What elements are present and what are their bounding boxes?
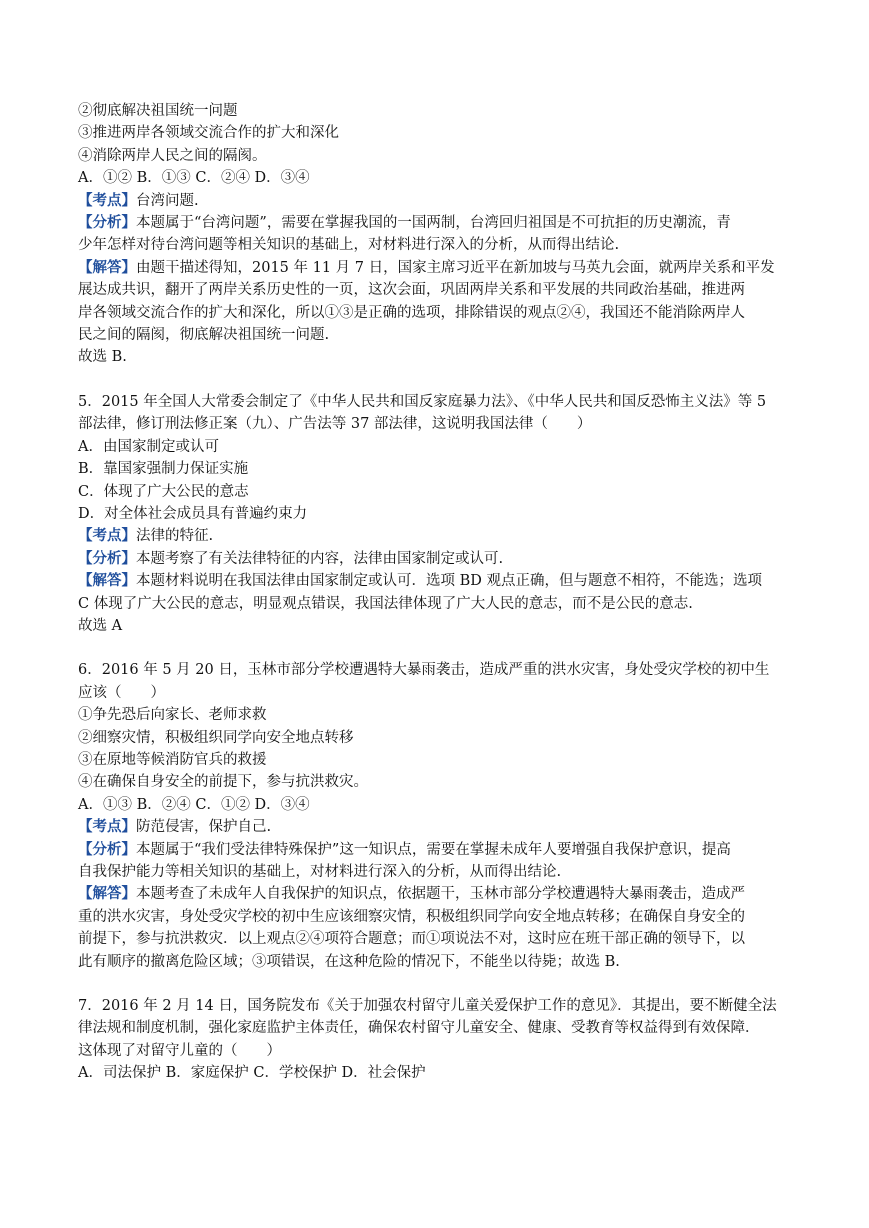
- kaodian-line: [78, 525, 798, 547]
- jieda-line: C 体现了广大公民的意志，明显观点错误，我国法律体现了广大人民的意志，而不是公民的意志.: [78, 595, 693, 612]
- fenxi-text: 本题属于“台湾问题”，需要在掌握我国的一国两制，台湾回归祖国是不可抗拒的历史潮流，青: [136, 215, 731, 232]
- kaodian-tag: 【考点】: [78, 818, 136, 836]
- question-4-tail: [78, 100, 798, 369]
- spacer: [78, 637, 798, 659]
- jieda-line: 展达成共识，翻开了两岸关系历史性的一页，这次会面，巩固两岸关系和平发展的共同政治基础，推进两: [78, 282, 745, 299]
- stem-line: 5．2015 年全国人大常委会制定了《中华人民共和国反家庭暴力法》、《中华人民共和国反恐怖主义法》等 5: [78, 393, 767, 410]
- spacer: [78, 973, 798, 995]
- jieda-tag: 【解答】: [78, 258, 136, 276]
- fenxi-line: [78, 548, 798, 570]
- stem-line: 部法律，修订刑法修正案（九）、广告法等 37 部法律，这说明我国法律（ ）: [78, 416, 592, 433]
- fenxi-tag: 【分析】: [78, 549, 136, 567]
- kaodian-text: 法律的特征.: [136, 528, 214, 545]
- fenxi-line: 自我保护能力等相关知识的基础上，对材料进行深入的分析，从而得出结论.: [78, 864, 562, 880]
- stem-line: 这体现了对留守儿童的（ ）: [78, 1042, 281, 1059]
- kaodian-line: [78, 190, 798, 212]
- jieda-line: 民之间的隔阂，彻底解决祖国统一问题.: [78, 327, 330, 344]
- option-line: ④在确保自身安全的前提下，参与抗洪救灾。: [78, 774, 368, 791]
- option-line: ③在原地等候消防官兵的救援: [78, 751, 267, 768]
- fenxi-line: 少年怎样对待台湾问题等相关知识的基础上，对材料进行深入的分析，从而得出结论.: [78, 237, 620, 254]
- conclusion-line: 故选 B.: [78, 349, 127, 366]
- fenxi-text: 本题属于“我们受法律特殊保护”这一知识点，需要在掌握未成年人要增强自我保护意识，提高: [136, 841, 731, 858]
- jieda-line: 重的洪水灾害，身处受灾学校的初中生应该细察灾情，积极组织同学向安全地点转移；在确保自身安全的: [78, 908, 745, 925]
- choice-line: A．司法保护 B．家庭保护 C．学校保护 D．社会保护: [78, 1065, 426, 1082]
- question-6: [78, 659, 798, 973]
- jieda-line: 岸各领域交流合作的扩大和深化，所以①③是正确的选项，排除错误的观点②④，我国还不能消除两岸人: [78, 304, 745, 321]
- option-line: D．对全体社会成员具有普遍约束力: [78, 505, 308, 522]
- option-line: ②彻底解决祖国统一问题: [78, 103, 238, 119]
- question-5: [78, 391, 798, 637]
- stem-line: 应该（ ）: [78, 684, 165, 701]
- fenxi-tag: 【分析】: [78, 840, 136, 858]
- kaodian-tag: 【考点】: [78, 527, 136, 545]
- kaodian-line: [78, 816, 798, 838]
- fenxi-tag: 【分析】: [78, 214, 136, 232]
- option-line: ④消除两岸人民之间的隔阂。: [78, 147, 267, 164]
- jieda-line: 此有顺序的撤离危险区域；③项错误，在这种危险的情况下，不能坐以待毙；故选 B.: [78, 953, 620, 970]
- kaodian-text: 防范侵害，保护自己.: [136, 819, 272, 836]
- spacer: [78, 369, 798, 391]
- jieda-line: [78, 257, 798, 279]
- option-line: C．体现了广大公民的意志: [78, 483, 249, 500]
- jieda-text: 本题考查了未成年人自我保护的知识点，依据题干，玉林市部分学校遭遇特大暴雨袭击，造成严: [136, 886, 745, 903]
- option-line: B．靠国家强制力保证实施: [78, 461, 249, 478]
- jieda-line: [78, 883, 798, 905]
- option-line: ①争先恐后向家长、老师求救: [78, 707, 267, 724]
- kaodian-text: 台湾问题.: [136, 192, 199, 209]
- option-line: ②细察灾情，积极组织同学向安全地点转移: [78, 729, 354, 746]
- jieda-text: 由题干描述得知，2015 年 11 月 7 日，国家主席习近平在新加坡与马英九会面，就两岸关系和平发: [136, 259, 775, 276]
- option-line: A．由国家制定或认可: [78, 438, 219, 455]
- jieda-text: 本题材料说明在我国法律由国家制定或认可．选项 BD 观点正确，但与题意不相符，不能选；选项: [136, 573, 762, 590]
- conclusion-line: 故选 A: [78, 617, 123, 634]
- jieda-tag: 【解答】: [78, 572, 136, 590]
- kaodian-tag: 【考点】: [78, 191, 136, 209]
- choice-line: A．①③ B．②④ C．①② D．③④: [78, 796, 310, 813]
- stem-line: 7．2016 年 2 月 14 日，国务院发布《关于加强农村留守儿童关爱保护工作的意见》．其提出，要不断健全法: [78, 998, 777, 1015]
- question-7: [78, 995, 798, 1085]
- stem-line: 律法规和制度机制，强化家庭监护主体责任，确保农村留守儿童安全、健康、受教育等权益得到有效保障．: [78, 1020, 760, 1037]
- option-line: ③推进两岸各领域交流合作的扩大和深化: [78, 125, 339, 142]
- jieda-tag: 【解答】: [78, 885, 136, 903]
- fenxi-line: [78, 839, 798, 861]
- jieda-line: [78, 570, 798, 592]
- choice-line: A．①② B．①③ C．②④ D．③④: [78, 170, 310, 187]
- stem-line: 6．2016 年 5 月 20 日，玉林市部分学校遭遇特大暴雨袭击，造成严重的洪水灾害，身处受灾学校的初中生: [78, 662, 770, 679]
- document-content: [78, 100, 798, 1085]
- jieda-line: 前提下，参与抗洪救灾．以上观点②④项符合题意；而①项说法不对，这时应在班干部正确的领导下，以: [78, 931, 745, 948]
- fenxi-text: 本题考察了有关法律特征的内容，法律由国家制定或认可.: [136, 550, 504, 567]
- fenxi-line: [78, 212, 798, 234]
